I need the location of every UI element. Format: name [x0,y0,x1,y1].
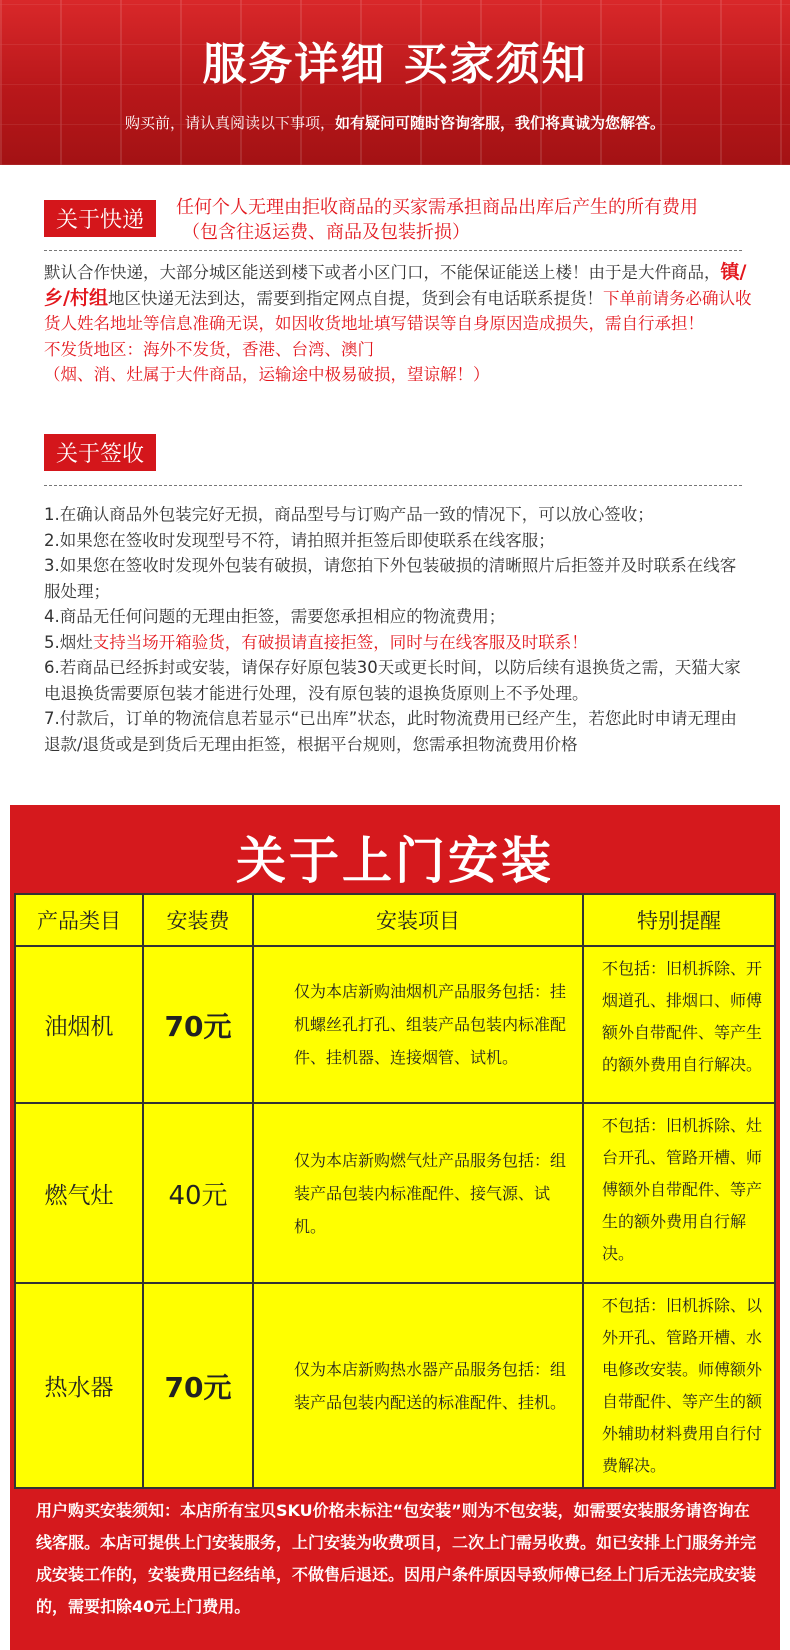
sign-section-tag: 关于签收 [44,434,156,471]
row-note: 不包括：旧机拆除、以外开孔、管路开槽、水电修改安装。师傅额外自带配件、等产生的额外辅助材料费用自行付费解决。 [602,1296,763,1475]
express-notice-line2: （包含往返运费、商品及包装折损） [182,222,470,243]
header-subtitle [0,112,790,133]
install-footer-note: 用户购买安装须知：本店所有宝贝SKU价格未标注“包安装”则为不包安装，如需要安装服务请咨询在线客服。本店可提供上门安装服务，上门安装为收费项目，二次上门需另收费。如已安排上门服务并完成安装工作的，安装费用已经结单，不做售后退还。因用户条件原因导致师傅已经上门后无法完成安装的，需要扣除40元上门费用。 [36,1501,757,1616]
table-row [16,1284,774,1487]
header-fee: 安装费 [144,895,254,945]
express-notice-line1: 任何个人无理由拒收商品的买家需承担商品出库后产生的所有费用 [176,197,698,218]
sign-item: 6.若商品已经拆封或安装，请保存好原包装30天或更长时间，以防后续有退换货之需，天猫大家电退换货需要原包装才能进行处理，没有原包装的退换货原则上不予处理。 [44,658,741,703]
row-category: 油烟机 [16,947,144,1102]
install-section [10,805,780,1650]
row-items: 仅为本店新购燃气灶产品服务包括：组装产品包装内标准配件、接气源、试机。 [254,1104,584,1282]
express-emphasis: 镇/乡/村组 [44,261,747,309]
sign-item [44,630,752,656]
header-banner [0,0,790,165]
header-note: 特别提醒 [637,909,721,933]
row-fee: 70元 [144,947,254,1102]
sign-list [44,502,752,757]
sign-item: 4.商品无任何问题的无理由拒签，需要您承担相应的物流费用； [44,607,506,626]
row-fee: 40元 [144,1104,254,1282]
row-category: 燃气灶 [16,1104,144,1282]
subtitle-prefix: 购买前，请认真阅读以下事项， [124,114,335,132]
sign-item5-warning: 支持当场开箱验货，有破损请直接拒签，同时与在线客服及时联系！ [92,632,588,652]
sign-item: 3.如果您在签收时发现外包装有破损，请您拍下外包装破损的清晰照片后拒签并及时联系在线客服处理； [44,556,737,601]
fragile-note: （烟、消、灶属于大件商品，运输途中极易破损，望谅解！） [44,365,490,384]
no-delivery-regions: 不发货地区：海外不发货，香港、台湾、澳门 [44,339,374,359]
subtitle-bold: 如有疑问可随时咨询客服，我们将真诚为您解答。 [335,114,666,132]
install-table [14,893,776,1489]
express-notice [176,195,756,245]
sign-item: 1.在确认商品外包装完好无损，商品型号与订购产品一致的情况下，可以放心签收； [44,505,654,524]
express-warning: 下单前请务必确认收货人姓名地址等信息准确无误，如因收货地址填写错误等自身原因造成损失，需自行承担！ [44,288,752,333]
header-items: 安装项目 [254,895,584,945]
install-title: 关于上门安装 [236,832,554,890]
divider [44,250,742,251]
page-title: 服务详细 买家须知 [202,39,588,90]
row-items: 仅为本店新购热水器产品服务包括：组装产品包装内配送的标准配件、挂机。 [254,1284,584,1487]
row-items: 仅为本店新购油烟机产品服务包括：挂机螺丝孔打孔、组装产品包装内标准配件、挂机器、连接烟管、试机。 [254,947,584,1102]
row-note: 不包括：旧机拆除、灶台开孔、管路开槽、师傅额外自带配件、等产生的额外费用自行解决。 [602,1116,763,1263]
sign-item5-prefix: 5.烟灶 [44,632,93,652]
table-row [16,1104,774,1284]
row-category: 热水器 [16,1284,144,1487]
express-content [44,260,752,388]
row-note: 不包括：旧机拆除、开烟道孔、排烟口、师傅额外自带配件、等产生的额外费用自行解决。 [602,959,763,1074]
express-paragraph [44,260,752,337]
divider [44,485,742,486]
table-header-row [16,895,774,947]
header-category: 产品类目 [16,895,144,945]
table-row [16,947,774,1104]
row-fee: 70元 [144,1284,254,1487]
express-section-tag: 关于快递 [44,200,156,237]
express-text-b: 地区快递无法到达，需要到指定网点自提，货到会有电话联系提货！ [107,288,603,308]
express-text-a: 默认合作快递，大部分城区能送到楼下或者小区门口，不能保证能送上楼！由于是大件商品， [44,263,721,282]
sign-item: 2.如果您在签收时发现型号不符，请拍照并拒签后即使联系在线客服； [44,530,555,550]
sign-item: 7.付款后，订单的物流信息若显示“已出库”状态，此时物流费用已经产生，若您此时申请无理由退款/退货或是到货后无理由拒签，根据平台规则，您需承担物流费用价格 [44,709,737,754]
